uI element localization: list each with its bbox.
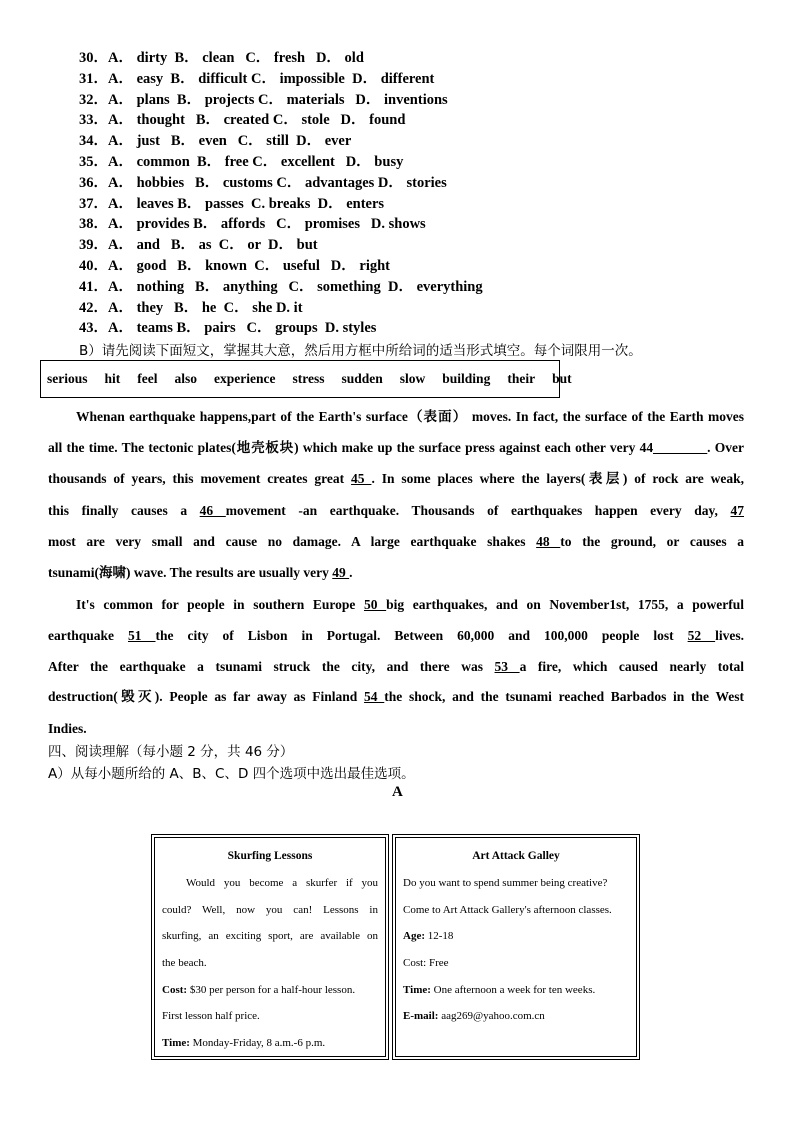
time-text: Monday-Friday, 8 a.m.-6 p.m. (189, 1037, 326, 1049)
card-title: Skurfing Lessons (227, 850, 313, 862)
word-bank-item: feel (137, 371, 158, 386)
option-row-42: 42．A． they B． he C． she D. it (79, 299, 303, 316)
option-row-32: 32．A． plans B． projects C． materials D． inventions (79, 91, 448, 108)
blank-51: 51 (128, 628, 156, 643)
option-row-33: 33．A． thought B． created C． stole D． found (79, 112, 406, 129)
option-row-38: 38．A． provides B． affords C． promises D. shows (79, 216, 426, 233)
card-text: Would you become a skurfer if you (186, 877, 378, 889)
card-text (162, 1037, 378, 1049)
word-bank-item: their (507, 371, 536, 386)
passage-line (76, 401, 744, 432)
email-text: aag269@yahoo.com.cn (438, 1010, 545, 1022)
time-text: One afternoon a week for ten weeks. (430, 984, 596, 996)
option-row-30: 30．A． dirty B． clean C． fresh D． old (79, 50, 364, 66)
option-row-35: 35．A． common B． free C． excellent D． busy (79, 153, 404, 170)
word-bank-item: stress (292, 371, 325, 386)
passage-text: It's common for people in southern Europe (76, 597, 364, 612)
blank-49: 49 (332, 565, 350, 580)
passage-line (48, 681, 744, 712)
cost-text: $30 per person for a half-hour lesson. (187, 984, 356, 996)
option-row-31: 31．A． easy B． difficult C． impossible D． different (79, 70, 435, 87)
passage-line (48, 651, 744, 682)
passage-text: earthquake (48, 628, 129, 643)
blank-54: 54 (364, 689, 385, 704)
word-bank-item: experience (214, 371, 276, 386)
age-label: Age: (403, 930, 425, 942)
time-label: Time: (403, 984, 431, 996)
age-text: 12-18 (425, 930, 454, 942)
option-row-39: 39．A． and B． as C． or D． but (79, 237, 318, 254)
section4-instruction: A）从每小题所给的 A、B、C、D 四个选项中选出最佳选项。 (48, 766, 415, 782)
passage-line (48, 432, 744, 463)
passage-line (48, 557, 744, 588)
passage-text: . Over (707, 440, 744, 455)
blank-53: 53 (494, 659, 520, 674)
word-bank-box (40, 360, 572, 398)
passage-text: to the ground, or causes a (560, 534, 745, 549)
passage-text: destruction(毁灭). People as far away as Finland (48, 689, 365, 704)
card-text (403, 1010, 629, 1022)
word-bank-item: hit (104, 371, 121, 386)
card-text (162, 984, 378, 996)
art-attack-card (392, 834, 640, 1060)
blank-44: ________ (653, 440, 708, 455)
card-title: Art Attack Galley (472, 850, 560, 862)
option-row-36: 36．A． hobbies B． customs C． advantages D． stories (79, 174, 447, 191)
card-inner-border (154, 837, 386, 1057)
card-text: Come to Art Attack Gallery's afternoon classes. (403, 904, 612, 916)
passage-text: all the time. The tectonic plates(地壳板块) which make up the surface press against each other very 44 (48, 440, 654, 455)
option-row-40: 40．A． good B． known C． useful D． right (79, 257, 390, 274)
option-row-41: 41．A． nothing B． anything C． something D． everything (79, 278, 483, 295)
passage-text: thousands of years, this movement creates great (48, 471, 352, 486)
blank-46: 46 (199, 503, 226, 518)
passage-text: Whenan earthquake happens,part of the Earth's surface（表面） moves. In fact, the surface of the Earth moves (76, 409, 744, 424)
part-letter: A (392, 784, 403, 800)
email-label: E-mail: (403, 1010, 439, 1022)
passage-line (48, 620, 744, 651)
word-bank-item: also (174, 371, 198, 386)
passage-text: . In some places where the layers(表层) of rock are weak, (371, 471, 745, 486)
word-bank-item: slow (399, 371, 426, 386)
card-text: Do you want to spend summer being creative? (403, 877, 608, 889)
card-text (403, 984, 629, 996)
card-text (403, 930, 629, 942)
card-text: skurfing, an exciting sport, are available on (162, 930, 378, 942)
card-text: could? Well, now you can! Lessons in (162, 904, 378, 916)
blank-45: 45 (351, 471, 372, 486)
option-row-43: 43．A． teams B． pairs C． groups D. styles (79, 320, 377, 337)
card-text: the beach. (162, 957, 207, 969)
passage-text: a fire, which caused nearly total (519, 659, 745, 674)
card-text: Cost: Free (403, 957, 449, 969)
word-bank-item: serious (47, 371, 88, 386)
option-row-37: 37．A． leaves B． passes C. breaks D． enters (79, 195, 385, 212)
skurfing-card (151, 834, 389, 1060)
passage-text: Indies. (48, 721, 87, 736)
passage-text: the shock, and the tsunami reached Barbados in the West (384, 689, 745, 704)
passage-text: lives. (715, 628, 744, 643)
passage-line (48, 495, 744, 526)
card-text: First lesson half price. (162, 1010, 260, 1022)
passage-text: big earthquakes, and on November1st, 1755, a powerful (386, 597, 744, 612)
option-row-34: 34．A． just B． even C． still D． ever (79, 133, 352, 150)
blank-52: 52 (687, 628, 716, 643)
passage-text: After the earthquake a tsunami struck the city, and there was (48, 659, 495, 674)
passage-line (48, 526, 744, 557)
passage-text: this finally causes a (48, 503, 200, 518)
word-bank-item: sudden (341, 371, 383, 386)
passage-line (48, 463, 744, 494)
section4-title: 四、阅读理解（每小题 2 分，共 46 分） (48, 744, 294, 760)
passage-text: . (349, 565, 353, 580)
passage-text: tsunami(海啸) wave. The results are usually very (48, 565, 333, 580)
time-label: Time: (162, 1037, 190, 1049)
passage-line (76, 589, 744, 620)
word-bank-item: building (442, 371, 491, 386)
blank-47: 47 (730, 503, 744, 518)
passage-text: most are very small and cause no damage. A large earthquake shakes (48, 534, 537, 549)
blank-48: 48 (536, 534, 561, 549)
cost-label: Cost: (162, 984, 188, 996)
card-inner-border (395, 837, 637, 1057)
section-b-instruction: B）请先阅读下面短文，掌握其大意，然后用方框中所给词的适当形式填空。每个词限用一次。 (79, 343, 642, 359)
passage-text: movement -an earthquake. Thousands of earthquakes happen every day, (225, 503, 731, 518)
word-bank-item: but (552, 371, 572, 386)
passage-text: the city of Lisbon in Portugal. Between 60,000 and 100,000 people lost (155, 628, 688, 643)
option-list (79, 48, 483, 339)
blank-50: 50 (364, 597, 387, 612)
